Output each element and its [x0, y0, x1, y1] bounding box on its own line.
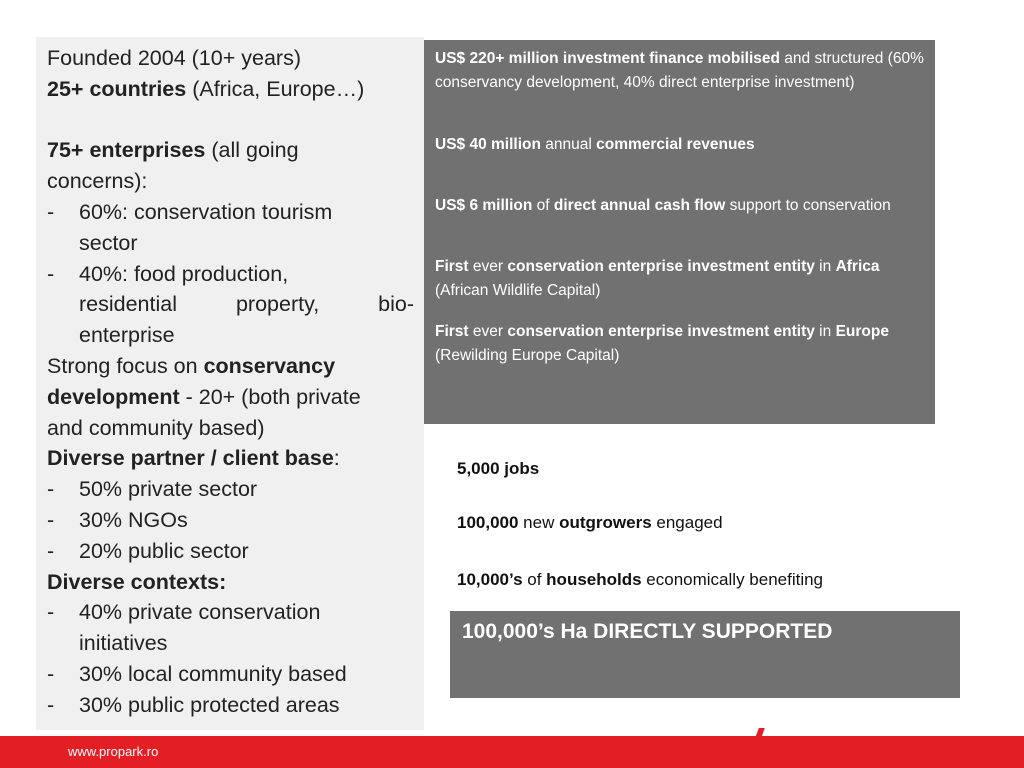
contexts-bold: Diverse contexts: [47, 569, 227, 594]
enterprises-rest: (all going [205, 138, 299, 163]
enterprises-line [47, 135, 414, 166]
highlight-text: in [814, 258, 836, 275]
list-item-text: 50% private sector [79, 477, 258, 502]
list-item [47, 597, 414, 659]
list-item-text: 60%: conservation tourism [79, 199, 333, 224]
hectares-supported-text: 100,000’s Ha DIRECTLY SUPPORTED [462, 620, 833, 643]
list-item [47, 197, 414, 259]
bullet-dash: - [47, 538, 55, 563]
focus-rest: - 20+ (both private [179, 384, 361, 409]
highlight-bold: First [435, 323, 469, 340]
stat-text: of [522, 570, 547, 589]
highlight-text: ever [468, 258, 508, 275]
list-item [47, 536, 414, 567]
enterprises-rest-2: concerns): [47, 169, 148, 194]
highlight-text: support to conservation [725, 197, 891, 214]
countries-bold: 25+ countries [47, 76, 187, 101]
stat-text: economically benefiting [641, 570, 824, 589]
stat-bold: 5,000 jobs [457, 459, 540, 478]
footer-bar [0, 736, 1024, 768]
footer-accent-mark [755, 728, 765, 738]
list-item [47, 474, 414, 505]
highlight-text: (Rewilding Europe Capital) [435, 347, 620, 364]
bullet-dash: - [47, 600, 55, 625]
list-item-text: residential property, bio- [79, 292, 414, 317]
list-item-text: 20% public sector [79, 538, 249, 563]
stat-jobs [457, 459, 539, 479]
list-item-text: initiatives [79, 631, 168, 656]
focus-line-2 [47, 382, 414, 413]
highlight-text: in [814, 323, 836, 340]
highlight-bold: Europe [835, 323, 889, 340]
highlight-bold: US$ 40 million [435, 136, 541, 153]
highlight-africa [435, 255, 925, 303]
list-item-text: 40% private conservation [79, 600, 321, 625]
founded-text: Founded 2004 (10+ years) [47, 46, 301, 70]
list-item [47, 259, 414, 351]
list-item [47, 659, 414, 690]
stat-bold: outgrowers [559, 513, 652, 532]
highlight-text: and structured (60% conservancy development, 40% direct enterprise investment) [435, 50, 924, 91]
countries-rest: (Africa, Europe…) [186, 76, 365, 101]
footer-url: www.propark.ro [68, 744, 159, 759]
list-item-text: 30% public protected areas [79, 692, 340, 717]
bullet-dash: - [47, 507, 55, 532]
list-item [47, 690, 414, 721]
highlight-cashflow [435, 194, 925, 218]
highlight-europe [435, 320, 925, 368]
contexts-heading [47, 567, 414, 598]
focus-pre: Strong focus on [47, 353, 204, 378]
bullet-dash: - [47, 477, 55, 502]
founded-line [47, 43, 414, 74]
bullet-dash: - [47, 261, 55, 286]
highlight-text: ever [468, 323, 508, 340]
highlight-bold: conservation enterprise investment entity [507, 258, 815, 275]
bullet-dash: - [47, 692, 55, 717]
bullet-dash: - [47, 199, 55, 224]
highlight-bold: US$ 6 million [435, 197, 533, 214]
focus-line [47, 351, 414, 382]
list-item-text: enterprise [79, 323, 175, 348]
list-item-text: sector [79, 230, 138, 255]
bullet-dash: - [47, 661, 55, 686]
stat-bold: households [546, 570, 642, 589]
list-item-text: 30% NGOs [79, 507, 188, 532]
highlight-bold: US$ 220+ million investment finance mobilised [435, 50, 780, 67]
highlight-bold: direct annual cash flow [553, 197, 726, 214]
list-item-text: 40%: food production, [79, 261, 289, 286]
highlight-bold: commercial revenues [596, 136, 755, 153]
stat-text: engaged [651, 513, 723, 532]
investment-highlights-box [424, 40, 935, 424]
enterprises-line-2 [47, 166, 414, 197]
focus-bold-2: development [47, 384, 180, 409]
highlight-text: annual [540, 136, 597, 153]
highlight-revenues [435, 133, 925, 157]
focus-line-3 [47, 413, 414, 444]
highlight-bold: First [435, 258, 469, 275]
countries-line [47, 74, 414, 105]
stat-outgrowers [457, 513, 723, 533]
highlight-investment [435, 47, 925, 95]
highlight-text: of [532, 197, 554, 214]
stat-households [457, 570, 823, 590]
focus-rest-2: and community based) [47, 415, 265, 440]
partner-colon: : [333, 446, 340, 471]
highlight-text: (African Wildlife Capital) [435, 282, 601, 299]
spacer [47, 105, 414, 136]
highlight-bold: conservation enterprise investment entity [507, 323, 815, 340]
focus-bold: conservancy [203, 353, 336, 378]
enterprises-bold: 75+ enterprises [47, 138, 206, 163]
list-item [47, 505, 414, 536]
highlight-bold: Africa [835, 258, 880, 275]
stat-text: new [518, 513, 560, 532]
hectares-supported-box [450, 611, 960, 698]
list-item-text: 30% local community based [79, 661, 347, 686]
partner-bold: Diverse partner / client base [47, 446, 334, 471]
stat-bold: 10,000’s [457, 570, 523, 589]
stat-bold: 100,000 [457, 513, 519, 532]
left-summary-panel [36, 37, 424, 730]
partner-heading [47, 443, 414, 474]
